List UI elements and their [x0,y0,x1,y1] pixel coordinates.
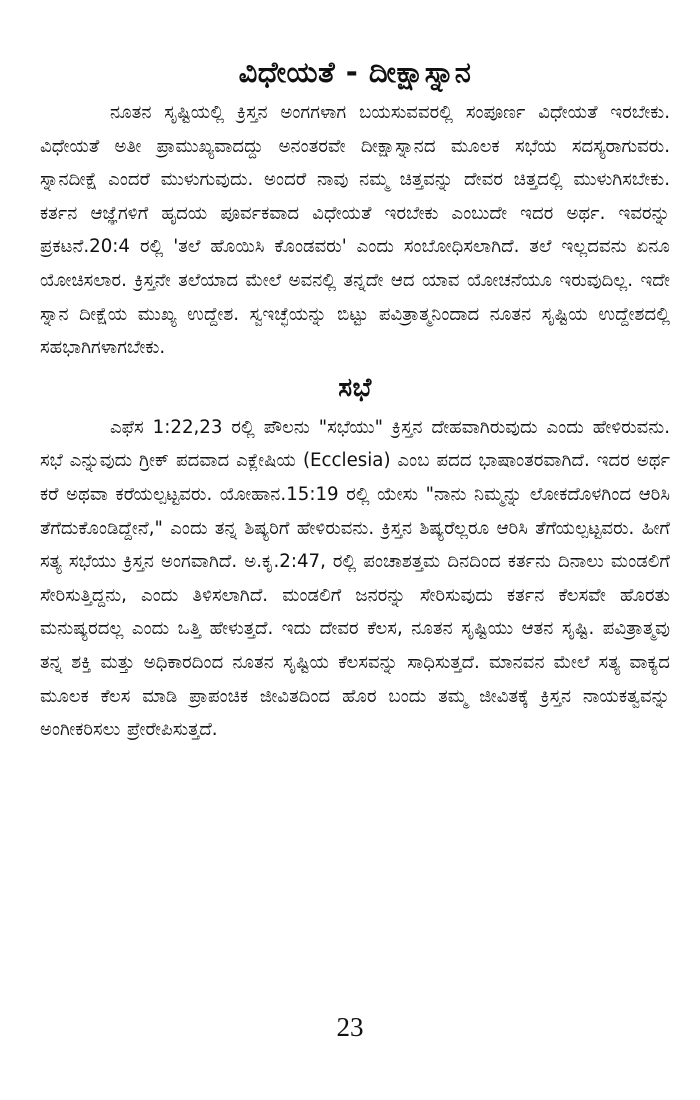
section-title-church: ಸಭೆ [338,372,372,403]
book-page [40,52,670,747]
section-title-obedience-baptism: ವಿಧೇಯತೆ - ದೀಕ್ಷಾಸ್ನಾನ [238,55,472,89]
page-number: 23 [336,1012,364,1042]
paragraph-church: ಎಫೆಸ 1:22,23 ರಲ್ಲಿ ಪೌಲನು "ಸಭೆಯು" ಕ್ರಿಸ್ತನ ದೇಹವಾಗಿರುವುದು ಎಂದು ಹೇಳಿರುವನು. ಸಭೆ ಎನ್ನುವುದು ಗ್ರೀಕ್ ಪದವಾದ ಎಕ್ಲೇಷಿಯ (Ecclesia) ಎಂಬ ಪದದ ಭಾಷಾಂತರವಾಗಿದೆ. ಇದರ ಅರ್ಥ ಕರೆ ಅಥವಾ ಕರೆಯಲ್ಪಟ್ಟವರು. ಯೋಹಾನ.15:19 ರಲ್ಲಿ ಯೇಸು "ನಾನು ನಿಮ್ಮನ್ನು ಲೋಕದೊಳಗಿಂದ ಆರಿಸಿ ತೆಗೆದುಕೊಂಡಿದ್ದೇನೆ," ಎಂದು ತನ್ನ ಶಿಷ್ಯರಿಗೆ ಹೇಳಿರುವನು. ಕ್ರಿಸ್ತನ ಶಿಷ್ಯರೆಲ್ಲರೂ ಆರಿಸಿ ತೆಗೆಯಲ್ಪಟ್ಟವರು. ಹೀಗೆ ಸತ್ಯ ಸಭೆಯು ಕ್ರಿಸ್ತನ ಅಂಗವಾಗಿದೆ. ಅ.ಕೃ.2:47, ರಲ್ಲಿ ಪಂಚಾಶತ್ತಮ ದಿನದಿಂದ ಕರ್ತನು ದಿನಾಲು ಮಂಡಲಿಗೆ ಸೇರಿಸುತ್ತಿದ್ದನು, ಎಂದು ತಿಳಿಸಲಾಗಿದೆ. ಮಂಡಲಿಗೆ ಜನರನ್ನು ಸೇರಿಸುವುದು ಕರ್ತನ ಕೆಲಸವೇ ಹೊರತು ಮನುಷ್ಯರದಲ್ಲ ಎಂದು ಒತ್ತಿ ಹೇಳುತ್ತದೆ. ಇದು ದೇವರ ಕೆಲಸ, ನೂತನ ಸೃಷ್ಟಿಯು ಆತನ ಸೃಷ್ಟಿ. ಪವಿತ್ರಾತ್ಮವು ತನ್ನ ಶಕ್ತಿ ಮತ್ತು ಅಧಿಕಾರದಿಂದ ನೂತನ ಸೃಷ್ಟಿಯ ಕೆಲಸವನ್ನು ಸಾಧಿಸುತ್ತದೆ. ಮಾನವನ ಮೇಲೆ ಸತ್ಯ ವಾಕ್ಯದ ಮೂಲಕ ಕೆಲಸ ಮಾಡಿ ಪ್ರಾಪಂಚಿಕ ಜೀವಿತದಿಂದ ಹೊರ ಬಂದು ತಮ್ಮ ಜೀವಿತಕ್ಕೆ ಕ್ರಿಸ್ತನ ನಾಯಕತ್ವವನ್ನು ಅಂಗೀಕರಿಸಲು ಪ್ರೇರೇಪಿಸುತ್ತದೆ. [40,416,670,741]
paragraph-obedience-baptism: ನೂತನ ಸೃಷ್ಟಿಯಲ್ಲಿ ಕ್ರಿಸ್ತನ ಅಂಗಗಳಾಗ ಬಯಸುವವರಲ್ಲಿ ಸಂಪೂರ್ಣ ವಿಧೇಯತೆ ಇರಬೇಕು. ವಿಧೇಯತೆ ಅತೀ ಪ್ರಾಮುಖ್ಯವಾದದ್ದು ಅನಂತರವೇ ದೀಕ್ಷಾಸ್ನಾನದ ಮೂಲಕ ಸಭೆಯ ಸದಸ್ಯರಾಗುವರು. ಸ್ನಾನದೀಕ್ಷೆ ಎಂದರೆ ಮುಳುಗುವುದು. ಅಂದರೆ ನಾವು ನಮ್ಮ ಚಿತ್ತವನ್ನು ದೇವರ ಚಿತ್ತದಲ್ಲಿ ಮುಳುಗಿಸಬೇಕು. ಕರ್ತನ ಆಜ್ಞೆಗಳಿಗೆ ಹೃದಯ ಪೂರ್ವಕವಾದ ವಿಧೇಯತೆ ಇರಬೇಕು ಎಂಬುದೇ ಇದರ ಅರ್ಥ. ಇವರನ್ನು ಪ್ರಕಟನೆ.20:4 ರಲ್ಲಿ 'ತಲೆ ಹೊಯಿಸಿ ಕೊಂಡವರು' ಎಂದು ಸಂಬೋಧಿಸಲಾಗಿದೆ. ತಲೆ ಇಲ್ಲದವನು ಏನೂ ಯೋಚಿಸಲಾರ. ಕ್ರಿಸ್ತನೇ ತಲೆಯಾದ ಮೇಲೆ ಅವನಲ್ಲಿ ತನ್ನದೇ ಆದ ಯಾವ ಯೋಚನೆಯೂ ಇರುವುದಿಲ್ಲ. ಇದೇ ಸ್ನಾನ ದೀಕ್ಷೆಯ ಮುಖ್ಯ ಉದ್ದೇಶ. ಸ್ವಇಚ್ಛೆಯನ್ನು ಬಿಟ್ಟು ಪವಿತ್ರಾತ್ಮನಿಂದಾದ ನೂತನ ಸೃಷ್ಟಿಯ ಉದ್ದೇಶದಲ್ಲಿ ಸಹಭಾಗಿಗಳಾಗಬೇಕು. [40,102,670,359]
